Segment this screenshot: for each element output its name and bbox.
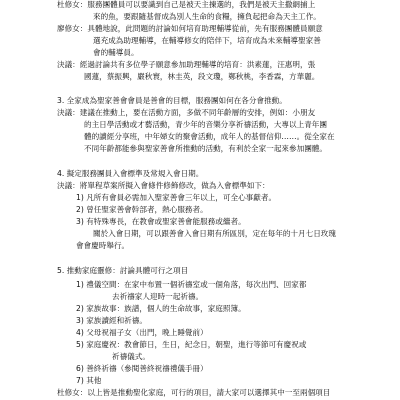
text-line: 去祈禱家人迎時一起祈禱。: [112, 292, 204, 301]
list-item: 7) 其他: [76, 376, 102, 385]
text-line: 會會慶時舉行。: [76, 241, 130, 250]
list-item: 3) 有特殊專長，在教會或聖家善會能服務或繼者。: [76, 217, 246, 226]
section-heading: 4. 擬定服務團員入會標準及常規入會日期。: [57, 169, 204, 178]
list-item: 3) 家族讀經和祈禱。: [76, 316, 147, 325]
list-item: 6) 善終祈禱（參閱善終祝禱禮儀手冊）: [76, 364, 208, 373]
text-line: 廖修女：具體地說，此問題的討論如何培育助理輔導從前，先有服務團體員願意: [57, 24, 323, 33]
list-item: 2) 家族故事：族譜，個人的生命故事，家庭照簿。: [76, 304, 246, 313]
text-line: 決議：建議在推動上，要在活動方面，多做不同年齡層的安排，例如：小朋友: [57, 108, 316, 117]
text-line: 關於入會日期，可以跟善會入會日期有所區別，定在每年的十月七日玫瑰: [93, 229, 336, 238]
text-line: 祈禱儀式。: [112, 352, 150, 361]
text-line: 會的輔導員。: [93, 48, 139, 57]
text-line: 體的讀經分享班，中年婦女的聚會活動，成年人的基督信仰……。從全家在: [84, 132, 335, 141]
text-line: 杜修女：以上皆是推動聖化家庭，可行的項目，請大家可以選擇其中一至兩個項目: [57, 388, 331, 397]
section-heading: 3. 全家成為聖家善會會員是善會的目標，服務團如何在各分會推動。: [57, 96, 287, 105]
text-line: 決議：將單程草案所擬入會條件修飾修改，做為入會標準如下：: [57, 181, 270, 190]
text-line: 決議：經過討論共有多位學子願意參加助理輔導的培育：洪素蓮，汪惠明，張: [57, 60, 316, 69]
list-item: 5) 家庭慶祝：教會節日，生日，紀念日，朝聖，進行等節可有慶祝或: [76, 340, 307, 349]
text-line: 的主日學活動或才藝活動，青少年的音樂分享祈禱活動，大專以上青年團: [84, 120, 327, 129]
text-line: 來的魚，要跟隨基督成為別人生命的食糧，擁負起把命為天主工作。: [93, 12, 321, 21]
text-line: 不同年齡都能參與聖家善會所推動的活動，有利於全家一起來參加團體。: [84, 144, 327, 153]
text-line: 國蓮，蔡振興，嚴秋寰，林圭英，段文瓊，鄭秋桃，李香霖，方華麗。: [84, 72, 320, 81]
list-item: 1) 凡所有會員必需加入聖家善會三年以上，可全心事獻者。: [76, 193, 277, 202]
list-item: 2) 曾任聖家善會幹部者，熱心服務者。: [76, 205, 208, 214]
section-heading: 5. 推動家庭靈修：討論具體可行之項目: [57, 266, 189, 275]
text-line: 杜修女：服務團體員可以要識到自己是被天主揀選的，我們是被天主撒網捕上: [57, 0, 316, 9]
text-line: 選充成為助理輔導，在輔導修女的陪伴下，培育成為未來輔導聖家善: [93, 36, 321, 45]
list-item: 4) 父母祝福子女（出門，晚上睡覺前）: [76, 328, 208, 337]
list-item: 1) 禮儀空間：在家中布置一個祈禱室或一個角落，每次出門、回家都: [76, 280, 307, 289]
